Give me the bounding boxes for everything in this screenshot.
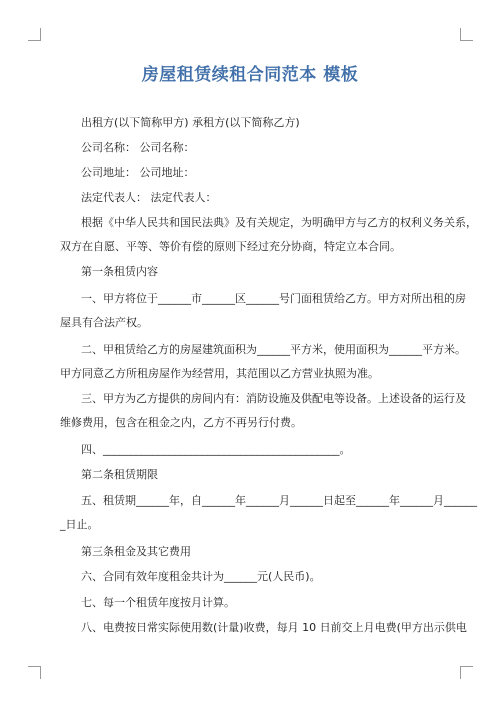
clause-line: 屋具有合法产权。 <box>60 316 148 329</box>
section-heading: 第三条租金及其它费用 <box>81 545 191 558</box>
company-address-line: 公司地址： 公司地址： <box>81 166 195 179</box>
party-line: 出租方(以下简称甲方) 承租方(以下简称乙方) <box>81 116 300 129</box>
clause-line: 维修费用，包含在租金之内，乙方不再另行付费。 <box>60 416 302 429</box>
paragraph-line: 根据《中华人民共和国民法典》及有关规定，为明确甲方与乙方的权利义务关系， <box>81 216 477 229</box>
clause-line: 一、甲方将位于______市______区______号门面租赁给乙方。甲方对所出租的房 <box>81 292 466 305</box>
legal-representative-line: 法定代表人： 法定代表人： <box>81 191 217 204</box>
section-heading: 第二条租赁期限 <box>81 468 158 481</box>
clause-line: 四、___________________________________________。 <box>81 443 351 456</box>
crop-mark-top-right <box>460 28 473 41</box>
clause-line: 二、甲租赁给乙方的房屋建筑面积为______平方米，使用面积为______平方米。 <box>81 343 466 356</box>
crop-mark-bottom-right <box>460 666 473 679</box>
company-name-line: 公司名称： 公司名称： <box>81 141 195 154</box>
clause-line: 六、合同有效年度租金共计为______元(人民币)。 <box>81 570 321 583</box>
clause-line: 五、租赁期______年，自______年______月______日起至______年______月______ <box>81 494 477 507</box>
section-heading: 第一条租赁内容 <box>81 265 158 278</box>
clause-line: 七、每一个租赁年度按月计算。 <box>81 596 235 609</box>
crop-mark-top-left <box>28 28 41 41</box>
clause-line: 三、甲方为乙方提供的房间内有：消防设施及供配电等设备。上述设备的运行及 <box>81 392 466 405</box>
document-title: 房屋租赁续租合同范本 模板 <box>141 65 359 85</box>
clause-line: _日止。 <box>60 518 99 531</box>
crop-mark-bottom-left <box>28 666 41 679</box>
clause-line: 甲方同意乙方所租房屋作为经营用，其范围以乙方营业执照为准。 <box>60 367 379 380</box>
clause-line: 八、电费按日常实际使用数(计量)收费，每月 10 日前交上月电费(甲方出示供电 <box>81 621 467 634</box>
paragraph-line: 双方在自愿、平等、等价有偿的原则下经过充分协商，特定立本合同。 <box>60 240 401 253</box>
